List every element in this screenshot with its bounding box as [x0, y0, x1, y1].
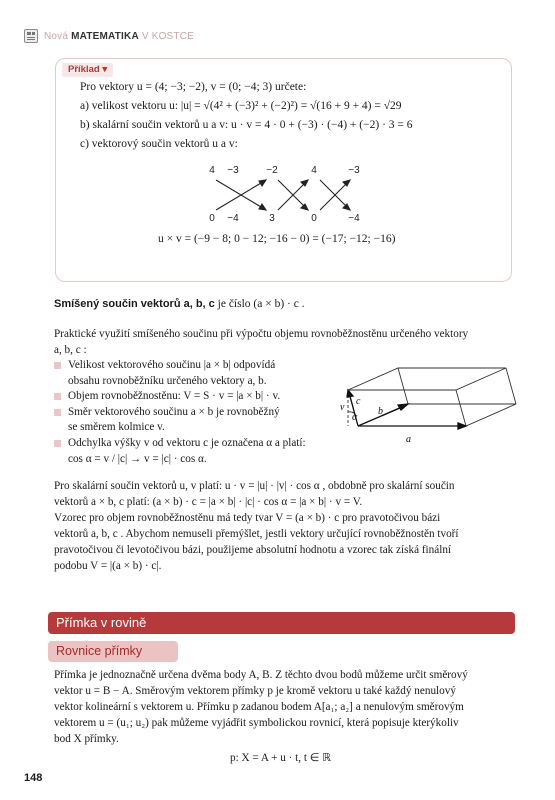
- line-para-5: bod X přímky.: [54, 733, 119, 745]
- mixed-product-definition: Smíšený součin vektorů a, b, c je číslo (a × b) · c .: [54, 298, 305, 310]
- scalar-line-3: Vzorec pro objem rovnoběžnostěnu má tedy tvar V = (a × b) · c pro pravotočivou bázi: [54, 512, 441, 524]
- line-para-2: vektor u = B − A. Směrovým vektorem přímky p je kromě vektoru u také každý nenulový: [54, 685, 456, 697]
- bullet-list: [54, 358, 306, 467]
- scheme-bottom-3: 3: [269, 213, 275, 224]
- example-part-a: a) velikost vektoru u: |u| = √(4² + (−3)² + (−2)²) = √(16 + 9 + 4) = √29: [80, 100, 402, 112]
- scalar-line-5: pravotočivou či levotočivou bázi, použijeme absolutní hodnotu a vzorec tak získá finální: [54, 544, 452, 556]
- bullet-item: Velikost vektorového součinu |a × b| odpovídá: [54, 358, 306, 374]
- scheme-top-4: 4: [311, 165, 317, 176]
- mixed-product-label: Smíšený součin vektorů a, b, c: [54, 298, 215, 310]
- bullet-item: Odchylka výšky v od vektoru c je označena α a platí:: [54, 436, 306, 452]
- scheme-bottom-1: 0: [209, 213, 215, 224]
- example-intro: Pro vektory u = (4; −3; −2), v = (0; −4; 3) určete:: [80, 81, 307, 93]
- scheme-top-2: −3: [227, 165, 239, 176]
- scalar-line-2: vektorů a × b, c platí: (a × b) · c = |a × b| · |c| · cos α = |a × b| · v = V.: [54, 496, 363, 508]
- scheme-bottom-5: −4: [348, 213, 360, 224]
- line-equation: p: X = A + u · t, t ∈ ℝ: [230, 752, 332, 764]
- page-header: [24, 26, 194, 46]
- header-title: Nová MATEMATIKA V KOSTCE: [44, 30, 195, 42]
- figure-label-alpha: α: [352, 412, 358, 423]
- example-part-b: b) skalární součin vektorů u a v: u · v = 4 · 0 + (−3) · (−4) + (−2) · 3 = 6: [80, 119, 413, 131]
- page-number: 148: [24, 772, 43, 784]
- section-heading: Přímka v rovině: [48, 612, 515, 634]
- bullet-item-continuation: se směrem kolmice v.: [68, 421, 165, 434]
- example-box: [55, 58, 512, 282]
- bullet-item-continuation: cos α = v / |c| → v = |c| · cos α.: [68, 452, 207, 465]
- line-para-1: Přímka je jednoznačně určena dvěma body A, B. Z těchto dvou bodů můžeme určit směrový: [54, 669, 468, 681]
- book-grid-icon: [24, 29, 38, 43]
- figure-label-v: v: [340, 402, 345, 413]
- subsection-heading: Rovnice přímky: [48, 641, 178, 662]
- practical-line-2: a, b, c :: [54, 344, 87, 356]
- figure-label-b: b: [378, 406, 383, 417]
- scalar-line-1: Pro skalární součin vektorů u, v platí: u · v = |u| · |v| · cos α , obdobně pro skalární součin: [54, 480, 455, 492]
- line-para-3: vektor kolineární s vektorem u. Přímku p zadanou bodem A[a₁; a₂] a nenulovým směrovým: [54, 701, 464, 713]
- figure-label-c: c: [356, 396, 361, 407]
- practical-line-1: Praktické využití smíšeného součinu při výpočtu objemu rovnoběžnostěnu určeného vektory: [54, 328, 469, 340]
- scheme-top-3: −2: [266, 165, 278, 176]
- line-para-4: vektorem u = (u₁; u₂) pak můžeme vyjádřit symbolickou rovnicí, která popisuje kterýkoliv: [54, 717, 459, 729]
- bullet-item: Směr vektorového součinu a × b je rovnoběžný: [54, 405, 306, 421]
- scalar-line-6: podobu V = |(a × b) · c|.: [54, 560, 162, 572]
- example-tag[interactable]: Příklad ▾: [62, 63, 113, 77]
- cross-product-scheme: [196, 162, 426, 224]
- scheme-bottom-4: 0: [311, 213, 317, 224]
- scheme-top-5: −3: [348, 165, 360, 176]
- example-part-c: c) vektorový součin vektorů u a v:: [80, 138, 238, 150]
- bullet-item-continuation: obsahu rovnoběžníku určeného vektory a, b.: [68, 374, 267, 387]
- bullet-item: Objem rovnoběžnostěnu: V = S · v = |a × b| · v.: [54, 389, 306, 405]
- example-result: u × v = (−9 − 8; 0 − 12; −16 − 0) = (−17; −12; −16): [158, 233, 396, 245]
- scheme-top-1: 4: [209, 165, 215, 176]
- parallelepiped-figure: [340, 360, 520, 448]
- scheme-bottom-2: −4: [227, 213, 239, 224]
- scalar-line-4: vektorů a, b, c . Abychom nemuseli přemýšlet, jestli vektory určující rovnoběžnostěn tvoří: [54, 528, 459, 540]
- figure-label-a: a: [406, 434, 411, 445]
